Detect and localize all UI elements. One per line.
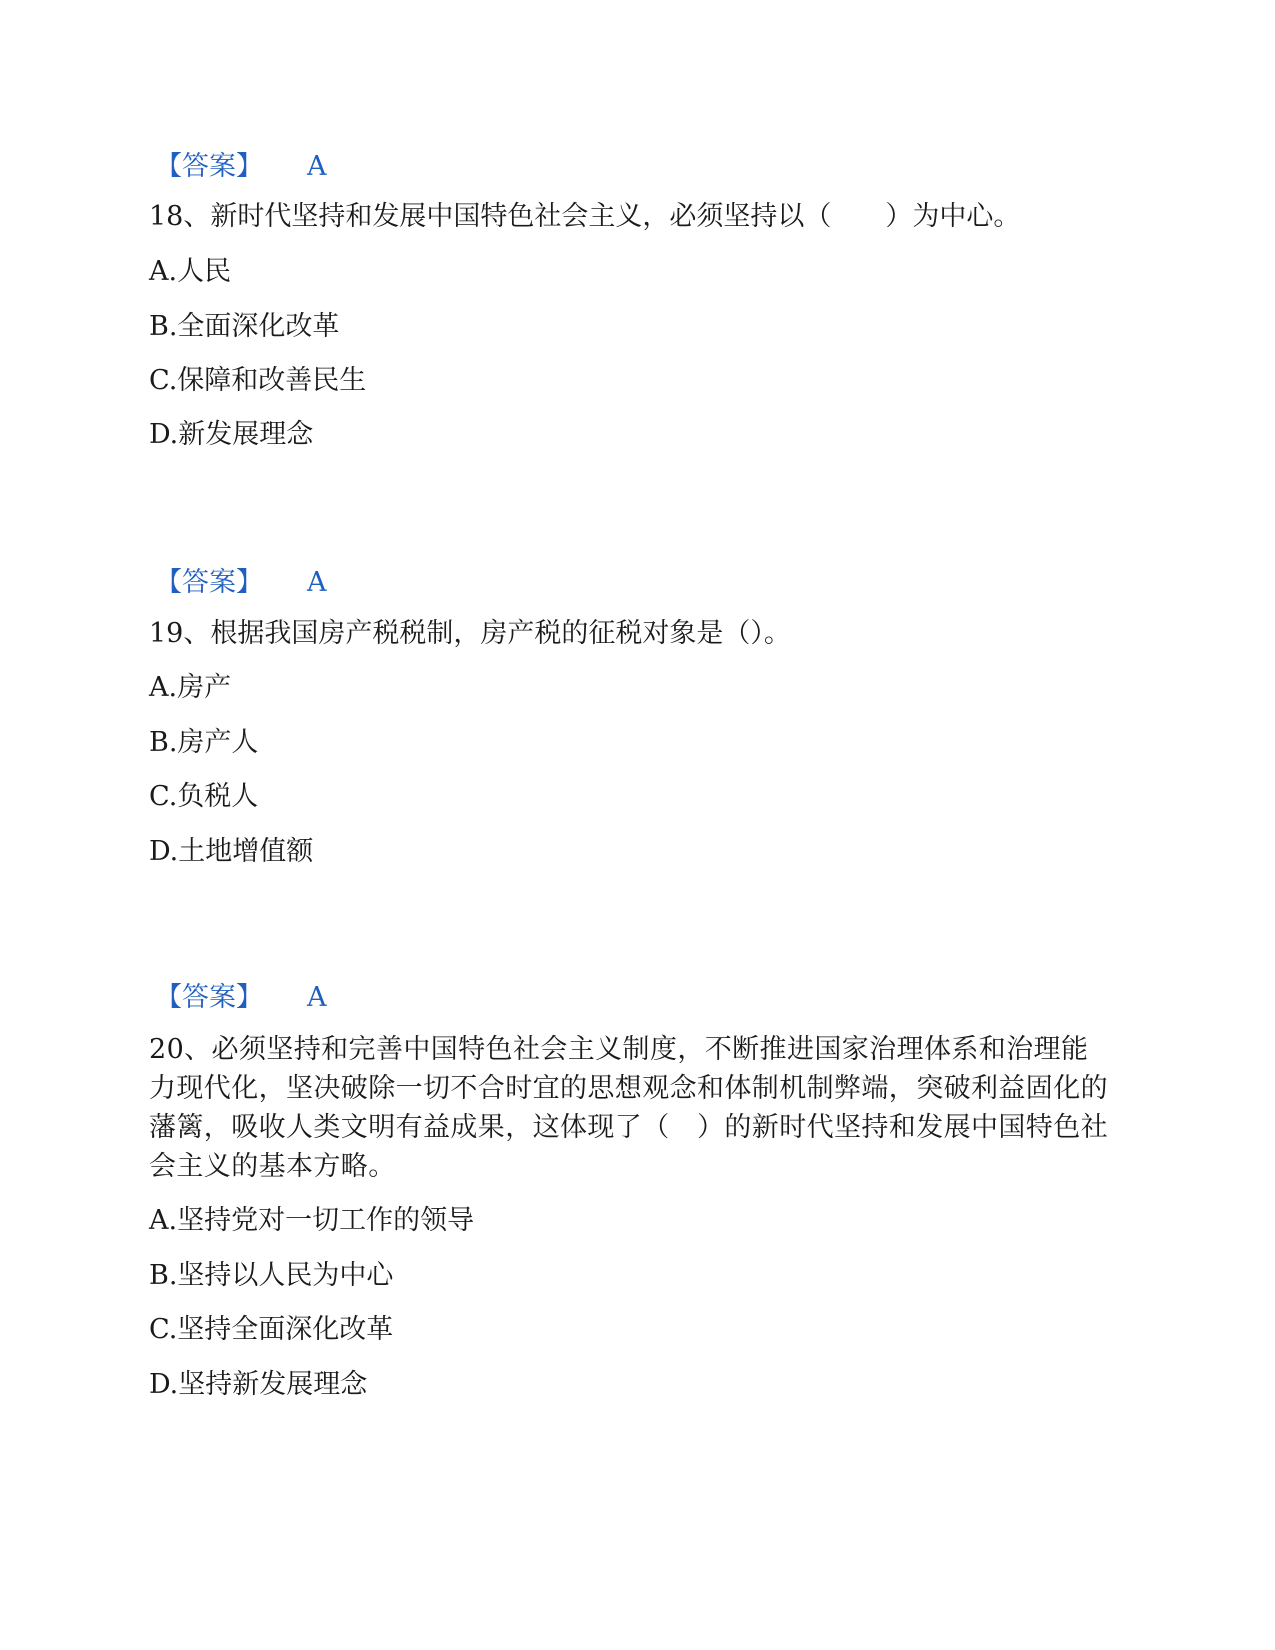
question-18-text: 18、新时代坚持和发展中国特色社会主义，必须坚持以（ ）为中心。	[149, 201, 1021, 232]
answer-line-1	[155, 150, 327, 184]
answer-label: 【答案】	[155, 151, 263, 182]
question-20-option-b: B.坚持以人民为中心	[149, 1260, 394, 1291]
answer-value: A	[307, 151, 327, 182]
question-18-option-b: B.全面深化改革	[149, 311, 340, 342]
question-18-option-c: C.保障和改善民生	[149, 365, 367, 396]
question-19-text: 19、根据我国房产税税制，房产税的征税对象是（）。	[149, 618, 791, 649]
answer-line-2	[155, 566, 327, 600]
answer-value: A	[307, 567, 327, 598]
answer-label: 【答案】	[155, 982, 263, 1013]
question-19-option-a: A.房产	[149, 672, 232, 703]
answer-line-3	[155, 981, 327, 1015]
question-18-option-d: D.新发展理念	[149, 419, 314, 450]
question-19-option-d: D.土地增值额	[149, 836, 314, 867]
question-20-text: 20、必须坚持和完善中国特色社会主义制度，不断推进国家治理体系和治理能力现代化，坚决破除一切不合时宜的思想观念和体制机制弊端，突破利益固化的藩篱，吸收人类文明有益成果，这体现了（ ）的新时代坚持和发展中国特色社会主义的基本方略。	[149, 1034, 1108, 1182]
question-19-option-c: C.负税人	[149, 781, 259, 812]
question-18-option-a: A.人民	[149, 256, 232, 287]
question-20-option-d: D.坚持新发展理念	[149, 1369, 368, 1400]
question-19-option-b: B.房产人	[149, 727, 259, 758]
question-20-option-a: A.坚持党对一切工作的领导	[149, 1205, 475, 1236]
answer-value: A	[307, 982, 327, 1013]
question-20-option-c: C.坚持全面深化改革	[149, 1314, 394, 1345]
answer-label: 【答案】	[155, 567, 263, 598]
